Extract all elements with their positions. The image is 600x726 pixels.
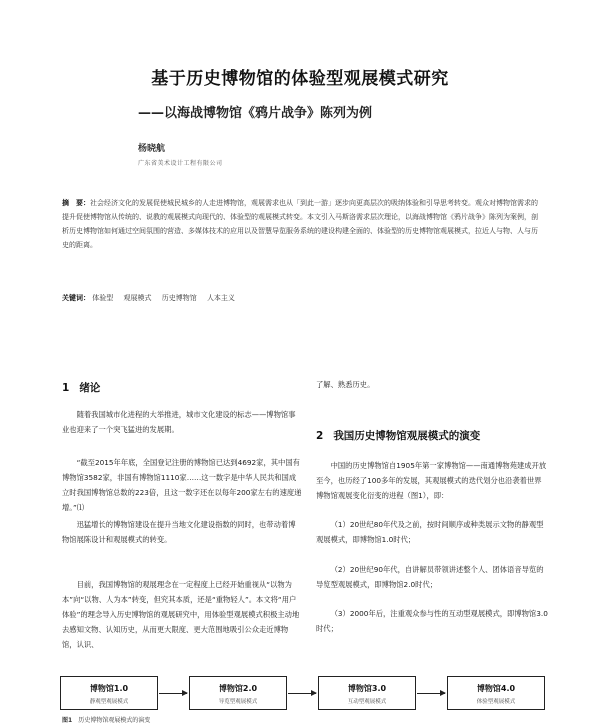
box-description: 导览型观展模式	[218, 699, 258, 705]
body-paragraph	[62, 455, 302, 515]
keyword: 观展模式	[123, 294, 152, 302]
diagram-box-museum-2	[189, 676, 287, 710]
body-paragraph	[62, 517, 302, 547]
body-paragraph	[316, 562, 548, 592]
diagram-box-museum-1	[60, 676, 158, 710]
diagram-box-museum-3	[318, 676, 416, 710]
arrow-icon	[417, 693, 445, 694]
box-description: 互动型观展模式	[347, 699, 387, 705]
paper-subtitle: ——以海战博物馆《鸦片战争》陈列为例	[138, 106, 373, 121]
paragraph-text: 了解、熟悉历史。	[316, 380, 375, 389]
figure-1-diagram	[60, 676, 548, 716]
paragraph-text: 目前，我国博物馆的观展理念在一定程度上已经开始重视从“以物为本”向“以物、人为本”转变，但究其本质，还是“重物轻人”。本文将“用户体验”的理念导入历史博物馆的观展研究中，用体验型观展模式积极主动地去感知文物、认知历史，从而更大限度、更大范围地吸引公众走近博物馆，认识、	[62, 580, 300, 649]
paper-title: 基于历史博物馆的体验型观展模式研究	[151, 69, 449, 89]
abstract-text: 社会经济文化的发展促使城民城乡的人走进博物馆，观展需求也从「到此一游」逐步向更高层次的吸纳体验和引导思考转变。观众对博物馆需求的提升促使博物馆从传统的、说教的观展模式向现代的、体验型的观展模式转变。本文引入马斯洛需求层次理论，以海战博物馆《鸦片战争》陈列为案例，剖析历史博物馆如何通过空间氛围的营造、多媒体技术的应用以及智慧导览服务系统的建设构建全面的、体验型的历史博物馆观展模式，拉近人与物、人与历史的距离。	[62, 199, 538, 249]
abstract	[62, 196, 544, 252]
body-paragraph-continued	[316, 377, 548, 392]
arrow-icon	[288, 693, 316, 694]
body-paragraph	[62, 577, 302, 652]
section-1-heading	[62, 380, 100, 395]
paragraph-text: 中国的历史博物馆自1905年第一家博物馆——南通博物苑建成开放至今，也历经了100多年的发展，其观展模式的迭代划分也沿袭着世界博物馆观展变化衍变的进程（图1），即：	[316, 461, 547, 500]
box-title: 博物馆1.0	[89, 684, 129, 693]
box-title: 博物馆2.0	[218, 684, 258, 693]
paragraph-text: 随着我国城市化进程的大举推进，城市文化建设的标志——博物馆事业也迎来了一个突飞猛进的发展期。	[62, 410, 296, 434]
box-title: 博物馆4.0	[476, 684, 516, 693]
box-title: 博物馆3.0	[347, 684, 387, 693]
keywords-label: 关键词：	[62, 294, 90, 302]
figure-caption	[62, 715, 150, 724]
keyword: 历史博物馆	[161, 294, 197, 302]
body-paragraph	[316, 517, 548, 547]
keywords	[62, 293, 544, 303]
box-description: 体验型观展模式	[476, 699, 516, 705]
diagram-box-museum-4	[447, 676, 545, 710]
body-paragraph	[316, 458, 548, 503]
paragraph-text: （1）20世纪80年代及之前，按时间顺序或种类展示文物的静观型观展模式，即博物馆1.0时代；	[316, 520, 544, 544]
figure-caption-text: 历史博物馆观展模式的演变	[78, 717, 151, 724]
body-paragraph	[62, 407, 302, 437]
section-1-title: 绪论	[79, 382, 101, 394]
body-paragraph	[316, 606, 548, 636]
paragraph-text: （3）2000年后，注重观众参与性的互动型观展模式，即博物馆3.0时代；	[316, 609, 548, 633]
keyword: 体验型	[92, 294, 114, 302]
section-2-heading	[316, 428, 480, 443]
figure-label: 图1	[62, 717, 73, 724]
section-1-number: 1	[62, 382, 70, 394]
paragraph-text: “截至2015年年底，全国登记注册的博物馆已达到4692家，其中国有博物馆3582家，非国有博物馆1110家……这一数字是中华人民共和国成立时我国博物馆总数的223倍，且这一数字还在以每年200家左右的速度递增。”⑴	[62, 458, 302, 512]
arrow-icon	[159, 693, 187, 694]
author-affiliation: 广东省美术设计工程有限公司	[138, 160, 223, 167]
paragraph-text: （2）20世纪90年代，自讲解员带领讲述整个人、团体语音导览的导览型观展模式，即博物馆2.0时代；	[316, 565, 544, 589]
box-description: 静观型观展模式	[89, 699, 129, 705]
paragraph-text: 迅猛增长的博物馆建设在提升当地文化建设指数的同时，也带动着博物馆展陈设计和观展模式的转变。	[62, 520, 296, 544]
section-2-title: 我国历史博物馆观展模式的演变	[333, 430, 481, 442]
keyword: 人本主义	[206, 294, 235, 302]
author-name: 杨晓航	[138, 144, 166, 154]
abstract-label: 摘 要：	[62, 199, 90, 207]
section-2-number: 2	[316, 430, 324, 442]
